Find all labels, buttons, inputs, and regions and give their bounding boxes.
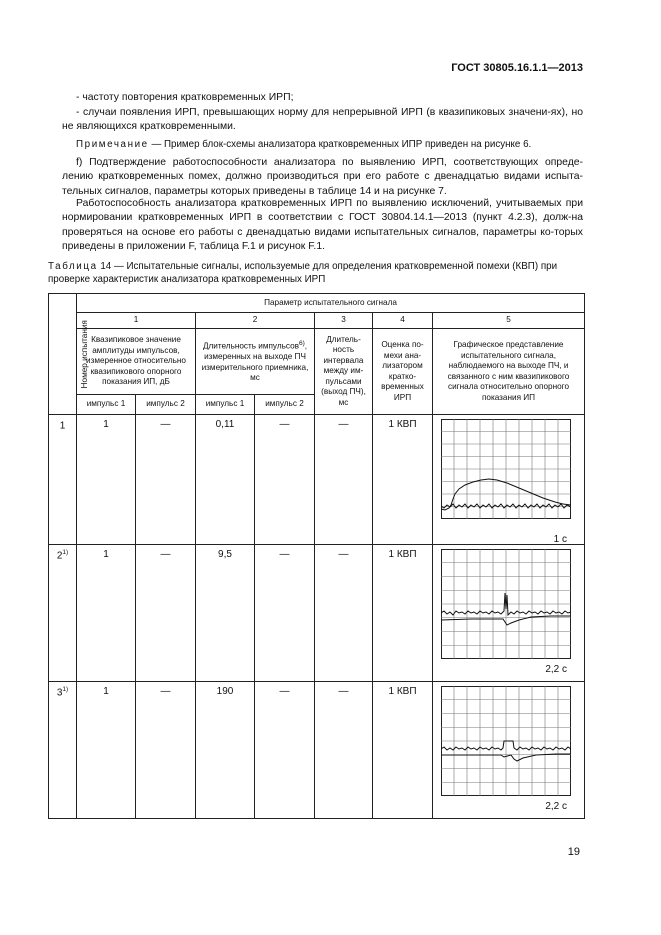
oscillogram-plot-2 bbox=[441, 549, 571, 659]
caption-text: 14 — Испытательные сигналы, используемые для определения кратковременной помехи (КВП) при проверке характеристик анализатора кратковременных ИРП bbox=[48, 261, 558, 286]
cell-dur2: — bbox=[255, 682, 315, 819]
col3-title: Длитель-ность интервала между им-пульсами (выход ПЧ), мс bbox=[315, 329, 373, 415]
col-number-4: 4 bbox=[373, 313, 433, 329]
cell-amp2: — bbox=[136, 545, 196, 682]
table-row bbox=[49, 545, 585, 682]
row-number: 1 bbox=[49, 415, 77, 545]
cell-amp1: 1 bbox=[77, 682, 136, 819]
cell-graph bbox=[433, 682, 585, 819]
parameter-header: Параметр испытательного сигнала bbox=[77, 294, 585, 313]
oscillogram-plot-3 bbox=[441, 686, 571, 796]
cell-dur2: — bbox=[255, 415, 315, 545]
paragraph-f: f) Подтверждение работоспособности анализатора по выявлению ИРП, соответствующих опреде-лению кратковременных помех, должно производиться при его работе с двенадцатью видами испыта-тельных сигналов, параметры которых приведены в таблице 14 и на рисунке 7. bbox=[62, 157, 583, 197]
test-number-header: Номер испытания bbox=[49, 294, 77, 415]
cell-estimate: 1 КВП bbox=[373, 682, 433, 819]
graph-time-label: 2,2 с bbox=[545, 801, 567, 812]
oscillogram-plot-1 bbox=[441, 419, 571, 519]
document-id: ГОСТ 30805.16.1.1—2013 bbox=[451, 62, 583, 74]
cell-dur2: — bbox=[255, 545, 315, 682]
sub-pulse2-dur: импульс 2 bbox=[255, 395, 315, 415]
cell-estimate: 1 КВП bbox=[373, 545, 433, 682]
graph-time-label: 2,2 с bbox=[545, 664, 567, 675]
cell-graph bbox=[433, 545, 585, 682]
note-text: — Пример блок-схемы анализатора кратковременных ИПР приведен на рисунке 6. bbox=[148, 139, 532, 150]
cell-amp1: 1 bbox=[77, 545, 136, 682]
cell-amp2: — bbox=[136, 415, 196, 545]
list-item-exceed: - случаи появления ИРП, превышающих норму для непрерывной ИРП (в квазипиковых значени-ях), но не являющихся кратковременными. bbox=[62, 107, 583, 133]
col4-title: Оценка по-мехи ана-лизатором кратко-временных ИРП bbox=[373, 329, 433, 415]
graph-time-label: 1 с bbox=[553, 534, 567, 545]
paragraph-work: Работоспособность анализатора кратковременных ИРП по выявлению исключений, учитываемых при нормировании кратковременных ИРП в соответствии с ГОСТ 30804.14.1—2013 (пункт 4.2.3), долж-на проверяться на основе его работы с двенадцатью видами испытательных сигналов, параметры ко-торых приведены в приложении F, таблица F.1 и рисунок F.1. bbox=[62, 198, 583, 253]
cell-dur1: 0,11 bbox=[196, 415, 255, 545]
list-item-repetition: - частоту повторения кратковременных ИРП; bbox=[76, 92, 294, 103]
col-number-5: 5 bbox=[433, 313, 585, 329]
oscillogram-3 bbox=[441, 686, 571, 812]
oscillogram-2 bbox=[441, 549, 571, 675]
sub-pulse1-dur: импульс 1 bbox=[196, 395, 255, 415]
col-number-1: 1 bbox=[77, 313, 196, 329]
table-row bbox=[49, 415, 585, 545]
sub-pulse1-amp: импульс 1 bbox=[77, 395, 136, 415]
cell-estimate: 1 КВП bbox=[373, 415, 433, 545]
col5-title: Графическое представление испытательного сигнала, наблюдаемого на выходе ПЧ, и связанного с ним квазипикового сигнала относительно опорного показания ИП bbox=[433, 329, 585, 415]
col2-title: Длительность импульсов$^{6)}$, измеренных на выходе ПЧ измерительного приемника, мс bbox=[196, 329, 315, 395]
caption-label: Таблица bbox=[48, 261, 98, 272]
test-signals-table bbox=[48, 293, 585, 819]
cell-interval: — bbox=[315, 545, 373, 682]
cell-amp2: — bbox=[136, 682, 196, 819]
cell-amp1: 1 bbox=[77, 415, 136, 545]
column-numbers-row bbox=[49, 313, 585, 329]
table-caption bbox=[48, 260, 588, 287]
col-number-2: 2 bbox=[196, 313, 315, 329]
cell-dur1: 9,5 bbox=[196, 545, 255, 682]
row-number: 2$^{1)}$ bbox=[49, 545, 77, 682]
row-number: 3$^{1)}$ bbox=[49, 682, 77, 819]
cell-interval: — bbox=[315, 415, 373, 545]
oscillogram-1 bbox=[441, 419, 571, 545]
column-titles-row bbox=[49, 329, 585, 395]
note bbox=[62, 138, 583, 152]
table-header-row bbox=[49, 294, 585, 313]
cell-graph bbox=[433, 415, 585, 545]
col-number-3: 3 bbox=[315, 313, 373, 329]
cell-interval: — bbox=[315, 682, 373, 819]
note-label: Примечание bbox=[76, 139, 149, 150]
sub-pulse2-amp: импульс 2 bbox=[136, 395, 196, 415]
cell-dur1: 190 bbox=[196, 682, 255, 819]
col1-title: Квазипиковое значение амплитуды импульсов, измеренное относительно квазипикового опорного показания ИП, дБ bbox=[77, 329, 196, 395]
table-row bbox=[49, 682, 585, 819]
page-number: 19 bbox=[567, 846, 580, 858]
